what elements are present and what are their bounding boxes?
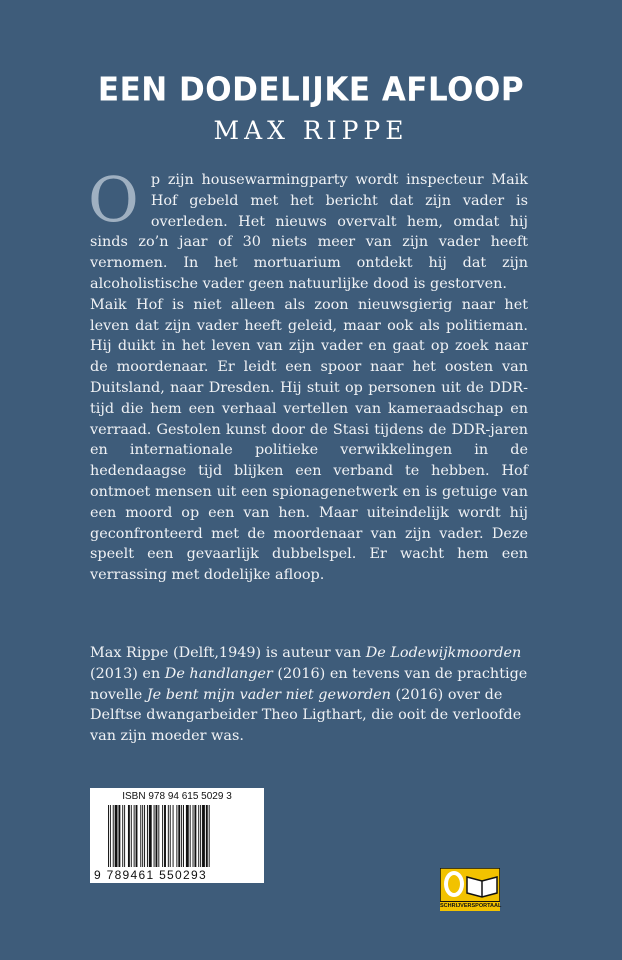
isbn-barcode — [90, 788, 264, 883]
dropcap: O — [88, 163, 139, 236]
bio-book-1: De Lodewijkmoorden — [365, 645, 522, 661]
ean-digits: 9 789461 550293 — [94, 868, 207, 882]
bio-text-3: (2016) en tevens van de prachtige novelle — [90, 665, 528, 703]
bio-text-1: Max Rippe (Delft,1949) is auteur van — [90, 645, 366, 661]
book-title: EEN DODELIJKE AFLOOP — [97, 71, 525, 109]
bio-book-2: De handlanger — [164, 665, 273, 682]
author-bio — [90, 643, 528, 747]
author-name: MAX RIPPE — [213, 116, 409, 145]
blurb-paragraph-1 — [88, 163, 528, 295]
blurb — [88, 163, 528, 586]
barcode-bars — [108, 805, 248, 869]
bio-text-2: (2013) en — [90, 665, 165, 682]
blurb-paragraph-1-text: p zijn housewarmingparty wordt inspecteur Maik Hof gebeld met het bericht dat zijn vader is overleden. Het nieuws overvalt hem, omdat hij sinds zo’n jaar of 30 niets meer van zijn vader heeft vernomen. In het mortuarium ontdekt hij dat zijn alcoholistische vader geen natuurlijke dood is gestorven. — [90, 172, 528, 292]
isbn-label: ISBN 978 94 615 5029 3 — [122, 791, 232, 802]
blurb-paragraph-2: Maik Hof is niet alleen als zoon nieuwsgierig naar het leven dat zijn vader heeft geleid, maar ook als politieman. Hij duikt in het leven van zijn vader en gaat op zoek naar de moordenaar. Er leidt een spoor naar het oosten van Duitsland, naar Dresden. Hij stuit op personen uit de DDR-tijd die hem een verhaal vertellen van kameraadschap en verraad. Gestolen kunst door de Stasi tijdens de DDR-jaren en internationale politieke verwikkelingen in de hedendaagse tijd blijken een verband te hebben. Hof ontmoet mensen uit een spionagenetwerk en is getuige van een moord op een van hen. Maar uiteindelijk wordt hij geconfronteerd met de moordenaar van zijn vader. Deze speelt een gevaarlijk dubbelspel. Er wacht hem een verrassing met dodelijke afloop. — [90, 296, 528, 584]
bio-book-3: Je bent mijn vader niet geworden — [146, 686, 391, 703]
publisher-name: SCHRIJVERSPORTAAL — [440, 903, 502, 909]
publisher-logo — [440, 868, 500, 912]
bio-text-4: (2016) over de Delftse dwangarbeider Theo Ligthart, die ooit de verloofde van zijn moeder was. — [90, 686, 522, 745]
book-icon — [440, 868, 500, 902]
